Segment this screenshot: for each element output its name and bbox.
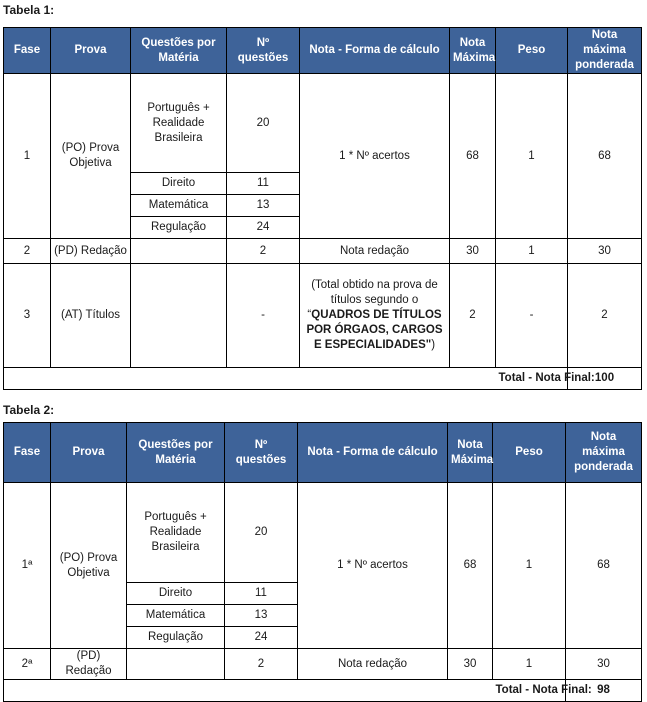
table2-caption: Tabela 2: (3, 403, 55, 417)
header-nota-ponderada: Nota máxima ponderada (568, 28, 642, 74)
total-label: Total - Nota Final: (493, 680, 566, 702)
cell-fase: 3 (4, 264, 51, 368)
cell-prova: (PD) Redação (51, 649, 127, 680)
total-label: Total - Nota Final: (496, 368, 568, 390)
cell-questoes: 11 (225, 583, 298, 605)
cell-ponderada: 68 (566, 483, 642, 649)
cell-peso: 1 (496, 239, 568, 264)
cell-questoes: - (227, 264, 300, 368)
cell-peso: 1 (493, 483, 566, 649)
cell-materia: Português + Realidade Brasileira (127, 483, 225, 583)
table1-header-row (4, 28, 642, 74)
header-prova: Prova (51, 423, 127, 483)
cell-materia: Português + Realidade Brasileira (131, 74, 227, 173)
header-fase: Fase (4, 423, 51, 483)
total-row (4, 368, 642, 390)
cell-prova: (PD) Redação (51, 239, 131, 264)
header-peso: Peso (493, 423, 566, 483)
cell-questoes: 24 (225, 627, 298, 649)
cell-questoes: 13 (225, 605, 298, 627)
cell-questoes: 2 (227, 239, 300, 264)
cell-ponderada: 68 (568, 74, 642, 239)
cell-ponderada: 2 (568, 264, 642, 368)
calculo-text-end: ) (431, 339, 436, 351)
table-row (4, 74, 642, 173)
total-value: 98 (566, 680, 642, 702)
cell-nota-maxima: 2 (450, 264, 496, 368)
cell-materia (131, 239, 227, 264)
header-questoes-materia: Questões por Matéria (127, 423, 225, 483)
cell-questoes: 20 (225, 483, 298, 583)
cell-materia: Direito (127, 583, 225, 605)
header-fase: Fase (4, 28, 51, 74)
cell-peso: - (496, 264, 568, 368)
cell-ponderada: 30 (566, 649, 642, 680)
cell-peso: 1 (496, 74, 568, 239)
header-nota-ponderada: Nota máxima ponderada (566, 423, 642, 483)
cell-calculo: 1 * Nº acertos (298, 483, 448, 649)
cell-questoes: 13 (227, 195, 300, 217)
total-spacer (4, 368, 496, 390)
cell-prova: (PO) Prova Objetiva (51, 483, 127, 649)
cell-calculo (300, 264, 450, 368)
cell-calculo: Nota redação (300, 239, 450, 264)
cell-materia: Regulação (127, 627, 225, 649)
cell-prova: (PO) Prova Objetiva (51, 74, 131, 239)
cell-nota-maxima: 30 (448, 649, 493, 680)
table-row (4, 649, 642, 680)
header-forma-calculo: Nota - Forma de cálculo (300, 28, 450, 74)
cell-nota-maxima: 30 (450, 239, 496, 264)
table2 (3, 422, 642, 702)
calculo-text: (Total obtido na prova de títulos segundo o “ (307, 279, 438, 321)
cell-materia (127, 649, 225, 680)
cell-calculo: 1 * Nº acertos (300, 74, 450, 239)
table-row (4, 239, 642, 264)
cell-fase: 2ª (4, 649, 51, 680)
cell-questoes: 2 (225, 649, 298, 680)
cell-questoes: 24 (227, 217, 300, 239)
total-value: 100 (568, 368, 642, 390)
header-num-questoes: Nº questões (225, 423, 298, 483)
table1 (3, 27, 642, 390)
cell-fase: 1ª (4, 483, 51, 649)
cell-materia: Regulação (131, 217, 227, 239)
cell-materia: Matemática (131, 195, 227, 217)
header-forma-calculo: Nota - Forma de cálculo (298, 423, 448, 483)
cell-questoes: 11 (227, 173, 300, 195)
total-spacer (4, 680, 493, 702)
header-questoes-materia: Questões por Matéria (131, 28, 227, 74)
header-peso: Peso (496, 28, 568, 74)
header-num-questoes: Nº questões (227, 28, 300, 74)
table2-header-row (4, 423, 642, 483)
cell-fase: 2 (4, 239, 51, 264)
cell-materia: Matemática (127, 605, 225, 627)
table-row (4, 264, 642, 368)
cell-nota-maxima: 68 (450, 74, 496, 239)
cell-materia: Direito (131, 173, 227, 195)
table1-caption: Tabela 1: (3, 3, 55, 17)
header-prova: Prova (51, 28, 131, 74)
cell-nota-maxima: 68 (448, 483, 493, 649)
header-nota-maxima: Nota Máxima (450, 28, 496, 74)
cell-ponderada: 30 (568, 239, 642, 264)
total-row (4, 680, 642, 702)
cell-fase: 1 (4, 74, 51, 239)
header-nota-maxima: Nota Máxima (448, 423, 493, 483)
table-row (4, 483, 642, 583)
cell-prova: (AT) Títulos (51, 264, 131, 368)
calculo-bold-text: QUADROS DE TÍTULOS POR ÓRGAOS, CARGOS E ESPECIALIDADES" (306, 309, 443, 351)
cell-calculo: Nota redação (298, 649, 448, 680)
cell-questoes: 20 (227, 74, 300, 173)
cell-materia (131, 264, 227, 368)
cell-peso: 1 (493, 649, 566, 680)
